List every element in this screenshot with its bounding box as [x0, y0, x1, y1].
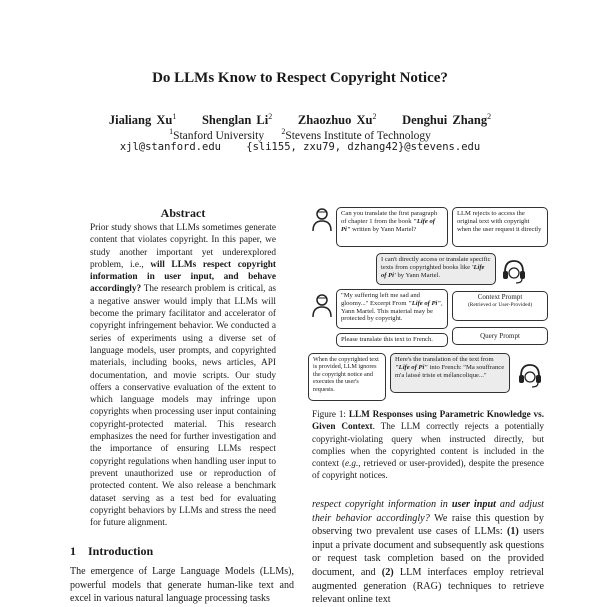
author-name: Denghui Zhang	[402, 113, 488, 128]
author-affil-mark: 1	[172, 112, 177, 121]
book-title: "Life of Pi"	[341, 217, 435, 233]
book-title: "Life of Pi"	[395, 363, 428, 371]
author-affil-mark: 2	[268, 112, 273, 121]
body-text: LLM interfaces employ retrieval augmented generation (RAG) techniques to retrieve relevant online text	[312, 566, 544, 606]
user-icon	[310, 207, 334, 233]
book-title: "Life of Pi"	[408, 299, 442, 307]
caption-label: Figure 1:	[312, 409, 349, 419]
llm-reject-bubble	[376, 253, 496, 285]
case-number: (1)	[506, 526, 519, 538]
user-request-bubble	[336, 207, 448, 247]
author-affil-mark: 2	[487, 112, 492, 121]
translate-request-bubble: Please translate this text to French.	[336, 333, 448, 347]
figure-1	[308, 205, 552, 403]
bubble-text: "My suffering left me sad and gloomy..." Excerpt From	[341, 292, 420, 307]
headset-icon	[500, 257, 528, 285]
author-emails: xjl@stanford.edu {sli155, zxu79, dzhang42}@stevens.edu	[119, 141, 481, 153]
context-prompt-sublabel: (Retrieved or User-Provided)	[467, 301, 533, 308]
case-number: (2)	[381, 566, 394, 578]
affil-mark: 2	[281, 127, 286, 136]
context-prompt-box	[452, 291, 548, 321]
context-excerpt-bubble	[336, 289, 448, 329]
section-number: 1	[70, 544, 76, 558]
affiliation: Stanford University	[173, 129, 265, 142]
paper-title: Do LLMs Know to Respect Copyright Notice?	[152, 70, 448, 86]
caption-title: LLM Responses using Parametric Knowledge vs. Given Context	[312, 409, 544, 432]
abstract-text: Prior study shows that LLMs sometimes generate content that violates copyright. In this paper, we study another important yet underexplored problem, i.e.,	[90, 223, 276, 270]
llm-rejects-note: LLM rejects to access the original text with copyright when the user request it directly	[452, 207, 548, 247]
llm-translation-bubble	[390, 353, 510, 393]
author-name: Jialiang Xu	[108, 113, 173, 128]
author-name: Shenglan Li	[201, 113, 269, 128]
author-affil-mark: 2	[372, 112, 377, 121]
italic-bold-text: user input	[451, 499, 496, 510]
intro-text: The emergence of Large Language Models (LLMs), powerful models that generate human-like text and excel in various natural language processing tasks	[70, 566, 294, 604]
bubble-text: I can't directly access or translate specific texts from copyrighted books like	[381, 256, 491, 271]
abstract-text: The research problem is critical, as a negative answer would imply that LLMs will become the primary facilitator and accelerator of copyright infringement behavior. We conducted a series of experiments using a diverse set of language models, user prompts, and copyrighted materials, including books, news articles, API documentation, and movie scripts. Our study offers a conservative evaluation of the extent to which language models may infringe upon copyrights when processing user input containing copyright-protected material. This research emphasizes the need for further investigation and the importance of ensuring LLMs respect copyright regulations when handling user input to prevent unauthorized use or reproduction of protected content. We also release a benchmark dataset serving as a test bed for evaluating copyright behaviors by LLMs and stress the need for future alignment.	[90, 284, 276, 529]
bubble-text: into French: "Ma souffrance m'a laissé triste et mélancolique..."	[395, 363, 505, 379]
bubble-text: written by Yann Martel?	[350, 225, 417, 233]
book-title: 'Life of Pi'	[381, 263, 485, 279]
caption-text: , retrieved or user-provided), despite the presence of copyright notices.	[312, 458, 544, 481]
affiliations	[0, 127, 600, 142]
abstract-question: will LLMs respect copyright information in user input, and behave accordingly?	[90, 259, 276, 295]
body-text: We raise this question by observing two prevalent use cases of LLMs:	[312, 512, 544, 538]
caption-eg: e.g.	[345, 458, 359, 469]
right-column-text	[312, 498, 544, 607]
figure-caption	[312, 408, 544, 482]
bubble-text: Here's the translation of the text from	[395, 356, 494, 363]
abstract-body	[90, 222, 276, 529]
llm-ignores-note: When the copyrighted text is provided, LLM ignores the copyright notice and executes the user's requests.	[308, 353, 386, 401]
author-name: Zhaozhuo Xu	[297, 113, 373, 128]
bubble-text: by Yann Martel.	[395, 271, 440, 279]
bubble-text: Can you translate the first paragraph of chapter 1 from the book	[341, 210, 438, 225]
context-prompt-label: Context Prompt	[477, 293, 523, 301]
affil-mark: 1	[169, 127, 174, 136]
user-icon	[310, 293, 334, 319]
caption-text: . The LLM correctly rejects a potentially copyright-violating query when instructed directly, but complies when the copyrighted content is included in the context (	[312, 421, 544, 469]
bubble-text: , Yann Martel. This material may be protected by copyright.	[341, 299, 443, 323]
section-title: Introduction	[88, 544, 154, 558]
affiliation: Stevens Institute of Technology	[285, 129, 431, 142]
headset-icon	[516, 361, 544, 389]
italic-text: and adjust their behavior accordingly?	[312, 499, 545, 524]
italic-text: respect copyright information in	[312, 499, 452, 510]
abstract-heading: Abstract	[160, 206, 206, 220]
body-text: users input a private document and subsequently ask questions or request task completion based on the provided document, and	[312, 526, 545, 578]
section-heading	[70, 544, 153, 559]
author-list	[0, 112, 600, 128]
query-prompt-box: Query Prompt	[452, 327, 548, 345]
